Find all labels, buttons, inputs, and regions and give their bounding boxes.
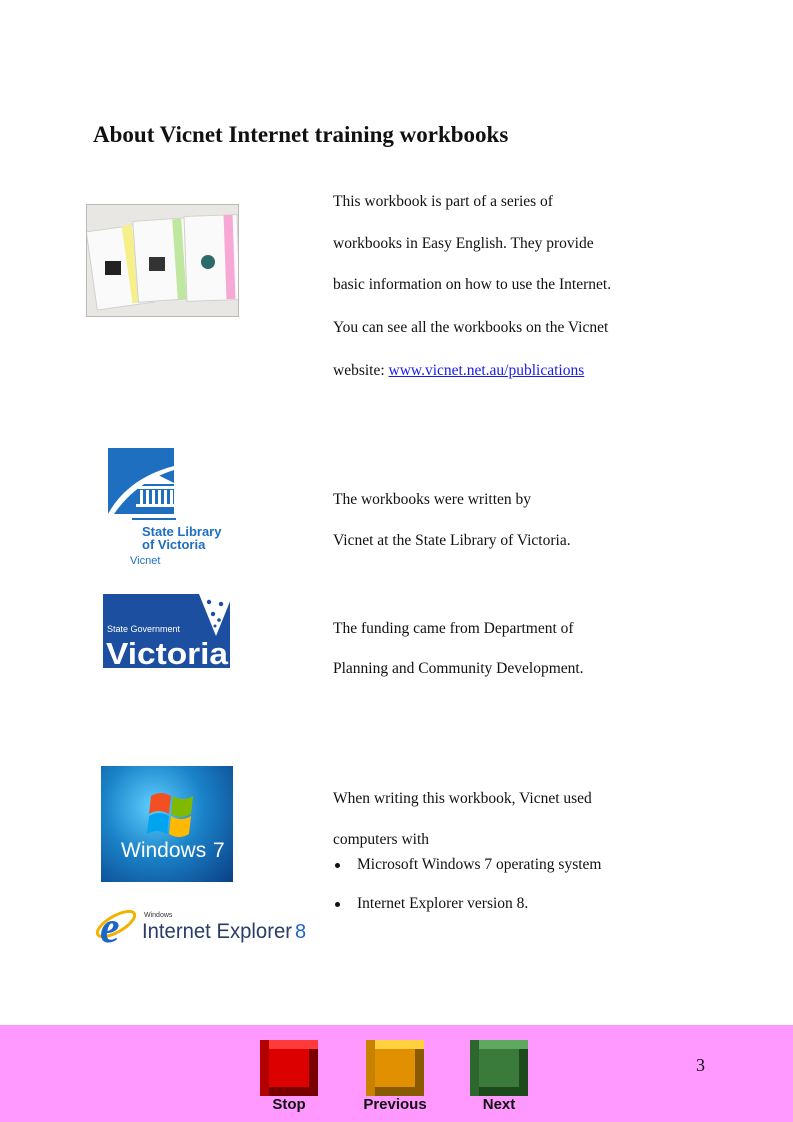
ie-windows-small: Windows (144, 912, 173, 919)
funding-line-1: The funding came from Department of (333, 620, 574, 637)
funding-line-2: Planning and Community Development. (333, 660, 584, 677)
website-prefix: website: (333, 362, 389, 379)
intro-line-3: basic information on how to use the Internet. (333, 276, 612, 293)
publications-link[interactable]: www.vicnet.net.au/publications (388, 362, 585, 379)
workbooks-photo (86, 204, 239, 317)
page-number: 3 (696, 1055, 705, 1075)
ie-name-text: Internet Explorer (142, 920, 293, 943)
stop-button[interactable] (260, 1040, 318, 1096)
system-bullet-list (333, 855, 601, 914)
slv-vicnet-label: Vicnet (130, 555, 161, 566)
footer-navigation (0, 1025, 793, 1122)
windows-7-logo (101, 766, 233, 882)
windows-text: Windows (121, 839, 207, 862)
windows-flag-icon (147, 793, 193, 837)
state-library-logo (108, 448, 223, 566)
state-government-victoria-logo (103, 594, 233, 668)
authors-line-1: The workbooks were written by (333, 491, 532, 508)
page-title: About Vicnet Internet training workbooks (93, 122, 509, 147)
authors-line-2: Vicnet at the State Library of Victoria. (333, 532, 571, 549)
internet-explorer-8-logo (94, 900, 308, 948)
slv-name-line-2: of Victoria (142, 537, 206, 552)
system-line-1: When writing this workbook, Vicnet used (333, 790, 592, 807)
intro-line-1: This workbook is part of a series of (333, 193, 553, 210)
next-button[interactable] (470, 1040, 528, 1096)
stop-label[interactable]: Stop (272, 1096, 306, 1113)
intro-line-4: You can see all the workbooks on the Vicnet (333, 319, 609, 336)
website-line (333, 361, 611, 381)
next-label[interactable]: Next (482, 1096, 516, 1113)
sgv-small-text: State Government (107, 624, 181, 634)
ie-version: 8 (295, 921, 307, 943)
svg-text:e: e (100, 903, 120, 948)
ie-e-icon (94, 903, 138, 948)
bullet-windows-7: Microsoft Windows 7 operating system (333, 855, 601, 894)
previous-label[interactable]: Previous (363, 1096, 427, 1113)
intro-line-2: workbooks in Easy English. They provide (333, 235, 594, 252)
system-line-2: computers with (333, 831, 429, 848)
sgv-big-text: Victoria (106, 636, 229, 668)
previous-button[interactable] (366, 1040, 424, 1096)
slv-name-line-1: State Library (142, 524, 222, 539)
bullet-internet-explorer-8: Internet Explorer version 8. (333, 894, 601, 914)
windows-version: 7 (213, 839, 225, 862)
